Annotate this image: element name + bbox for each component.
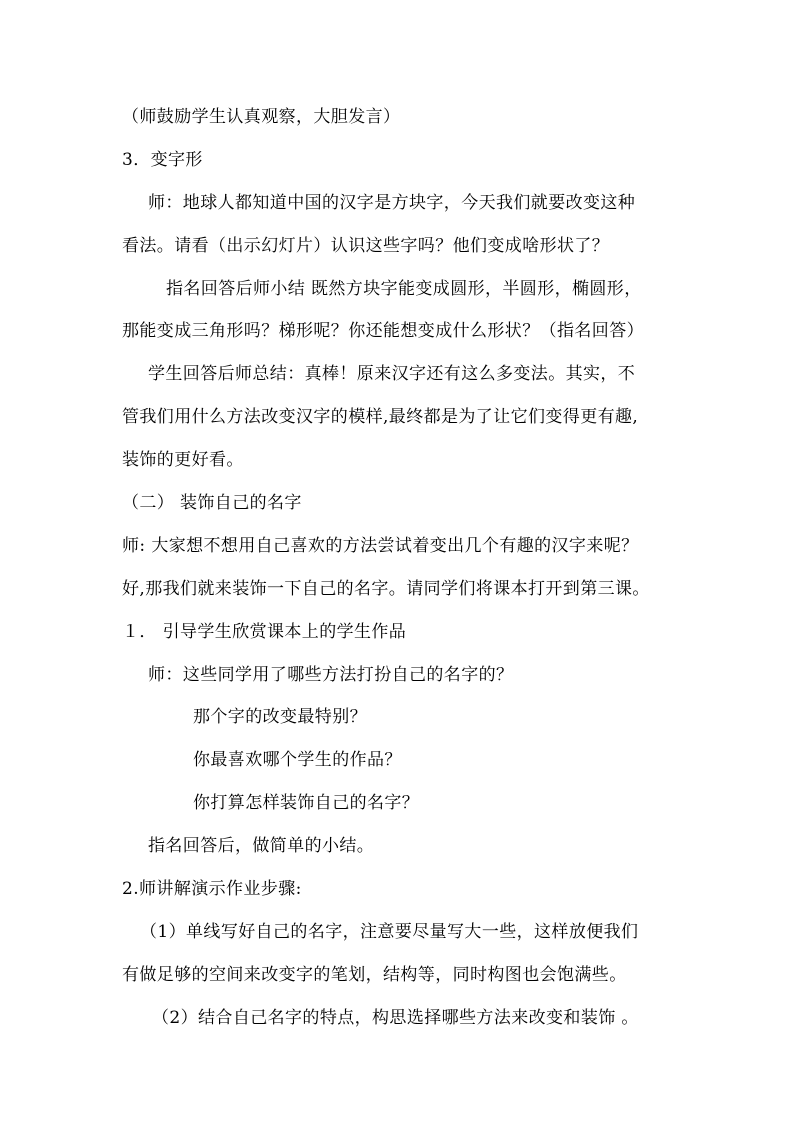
text-line: 看法。请看（出示幻灯片）认识这些字吗？他们变成啥形状了？ xyxy=(122,236,610,256)
text-line: 装饰的更好看。 xyxy=(122,450,244,470)
section-heading: 3．变字形 xyxy=(122,150,203,170)
section-heading: （二） 装饰自己的名字 xyxy=(122,493,302,513)
text-line: 师：地球人都知道中国的汉字是方块字，今天我们就要改变这种 xyxy=(148,193,636,213)
text-line: （师鼓励学生认真观察，大胆发言） xyxy=(122,107,401,127)
list-item: （1）单线写好自己的名字，注意要尽量写大一些，这样放便我们 xyxy=(140,922,639,942)
text-line: 指名回答后，做简单的小结。 xyxy=(148,836,375,856)
text-line: 管我们用什么方法改变汉字的模样,最终都是为了让它们变得更有趣, xyxy=(122,407,639,427)
question-line: 你打算怎样装饰自己的名字？ xyxy=(193,793,420,813)
question-line: 那个字的改变最特别？ xyxy=(193,707,367,727)
text-line: 有做足够的空间来改变字的笔划，结构等，同时构图也会饱满些。 xyxy=(122,965,627,985)
text-line: 学生回答后师总结：真棒！原来汉字还有这么多变法。其实，不 xyxy=(148,364,636,384)
text-line: 那能变成三角形吗？梯形呢？你还能想变成什么形状？（指名回答） xyxy=(122,321,644,341)
text-line: 好,那我们就来装饰一下自己的名字。请同学们将课本打开到第三课。 xyxy=(122,579,650,599)
list-item: １． 引导学生欣赏课本上的学生作品 xyxy=(122,622,407,642)
text-line: 师: 大家想不想用自己喜欢的方法尝试着变出几个有趣的汉字来呢？ xyxy=(122,536,639,556)
question-line: 你最喜欢哪个学生的作品？ xyxy=(193,750,402,770)
text-line: 指名回答后师小结 既然方块字能变成圆形，半圆形，椭圆形， xyxy=(166,279,642,299)
list-item: （2）结合自己名字的特点，构思选择哪些方法来改变和装饰 。 xyxy=(152,1008,639,1028)
section-heading: 2.师讲解演示作业步骤: xyxy=(122,879,302,899)
text-line: 师：这些同学用了哪些方法打扮自己的名字的？ xyxy=(148,665,514,685)
